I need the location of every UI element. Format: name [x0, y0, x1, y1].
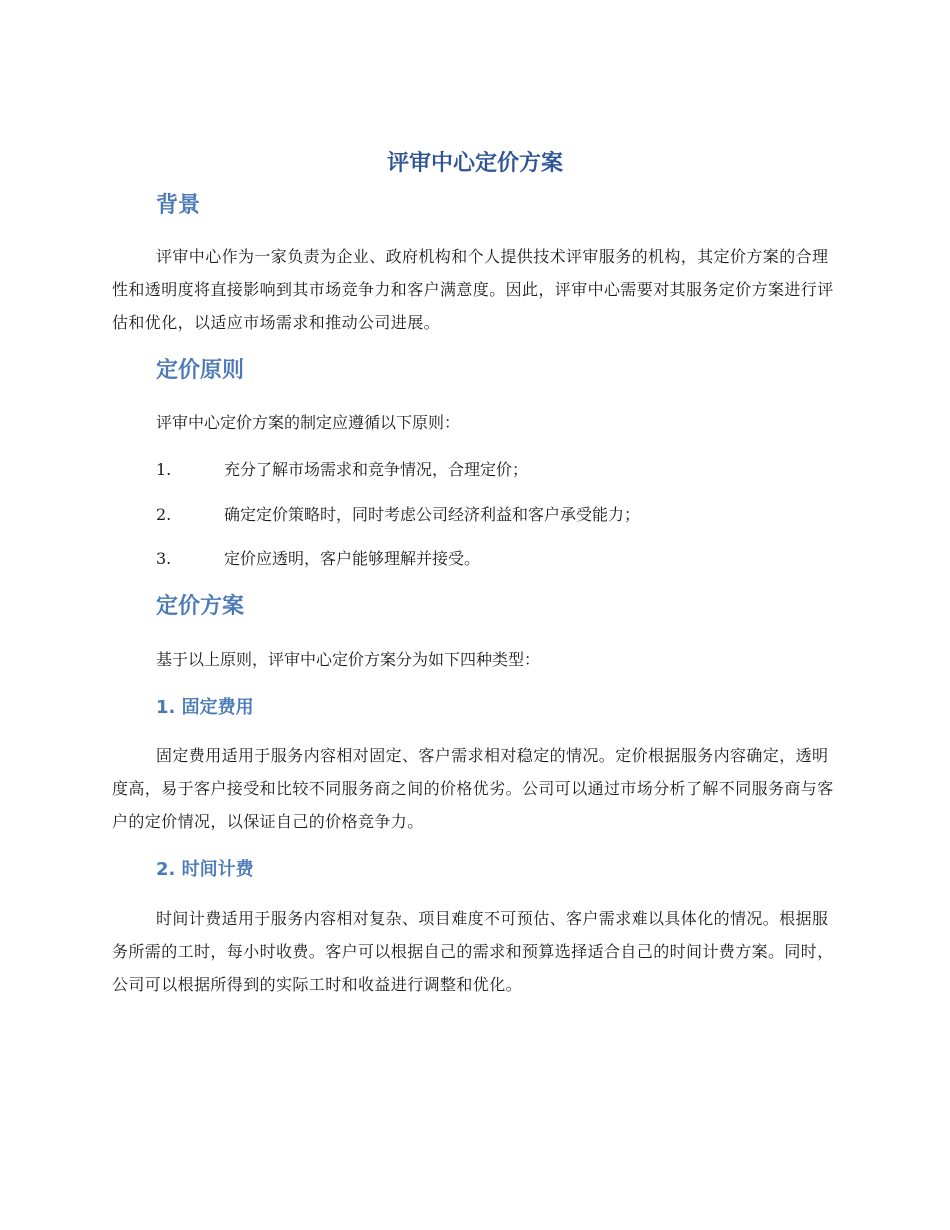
- paragraph-principles-intro: 评审中心定价方案的制定应遵循以下原则：: [156, 413, 461, 432]
- heading-principles: 定价原则: [156, 358, 245, 383]
- list-item: [156, 546, 480, 572]
- paragraph-fixed-fee: 固定费用适用于服务内容相对固定、客户需求相对稳定的情况。定价根据服务内容确定，透明度高，易于客户接受和比较不同服务商之间的价格优劣。公司可以通过市场分析了解不同服务商与客户的定价情况，以保证自己的价格竞争力。: [112, 746, 834, 831]
- list-item: [156, 457, 528, 483]
- document-title: 评审中心定价方案: [386, 151, 563, 176]
- paragraph-plan-intro: 基于以上原则，评审中心定价方案分为如下四种类型：: [156, 650, 541, 669]
- list-item-number: 1.: [156, 460, 172, 479]
- list-item-text: 充分了解市场需求和竞争情况，合理定价；: [224, 460, 529, 479]
- list-item-number: 2.: [156, 505, 172, 524]
- subheading-fixed-fee: 1. 固定费用: [156, 697, 254, 718]
- paragraph-time-billing: 时间计费适用于服务内容相对复杂、项目难度不可预估、客户需求难以具体化的情况。根据服务所需的工时，每小时收费。客户可以根据自己的需求和预算选择适合自己的时间计费方案。同时，公司可以根据所得到的实际工时和收益进行调整和优化。: [112, 909, 834, 994]
- paragraph-background: 评审中心作为一家负责为企业、政府机构和个人提供技术评审服务的机构，其定价方案的合理性和透明度将直接影响到其市场竞争力和客户满意度。因此，评审中心需要对其服务定价方案进行评估和优化，以适应市场需求和推动公司进展。: [112, 247, 834, 332]
- heading-plan: 定价方案: [156, 594, 245, 619]
- subheading-time-billing: 2. 时间计费: [156, 859, 254, 880]
- list-item: [156, 502, 640, 528]
- heading-background: 背景: [156, 193, 201, 218]
- list-item-number: 3.: [156, 549, 172, 568]
- list-item-text: 定价应透明，客户能够理解并接受。: [224, 549, 481, 568]
- list-item-text: 确定定价策略时，同时考虑公司经济利益和客户承受能力；: [224, 505, 641, 524]
